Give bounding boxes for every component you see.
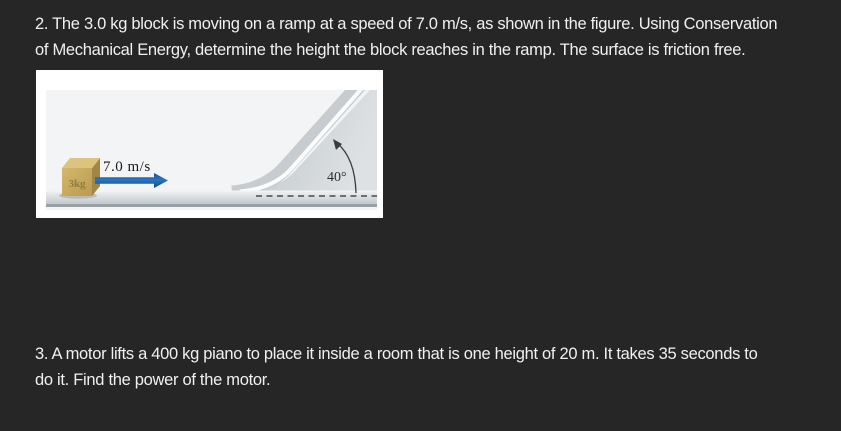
figure-panel [36,70,383,218]
ramp-illustration [46,90,377,210]
problem-3-text [35,341,757,393]
problem-2-line-2: of Mechanical Energy, determine the height the block reaches in the ramp. The surface is friction free. [35,41,746,59]
block [62,158,100,196]
platform-front-face [46,192,377,204]
problem-2-text [35,11,777,63]
ramp-figure [46,90,377,210]
angle-label: 40° [327,170,347,185]
platform-bottom-edge [46,204,377,207]
speed-label: 7.0 m/s [103,159,151,175]
problem-3-line-1: 3. A motor lifts a 400 kg piano to place it inside a room that is one height of 20 m. It takes 35 seconds to [35,345,758,363]
problem-3-line-2: do it. Find the power of the motor. [35,371,271,389]
block-mass-label: 3kg [68,178,86,190]
problem-2-line-1: 2. The 3.0 kg block is moving on a ramp at a speed of 7.0 m/s, as shown in the figure. Using Conservation [35,15,778,33]
